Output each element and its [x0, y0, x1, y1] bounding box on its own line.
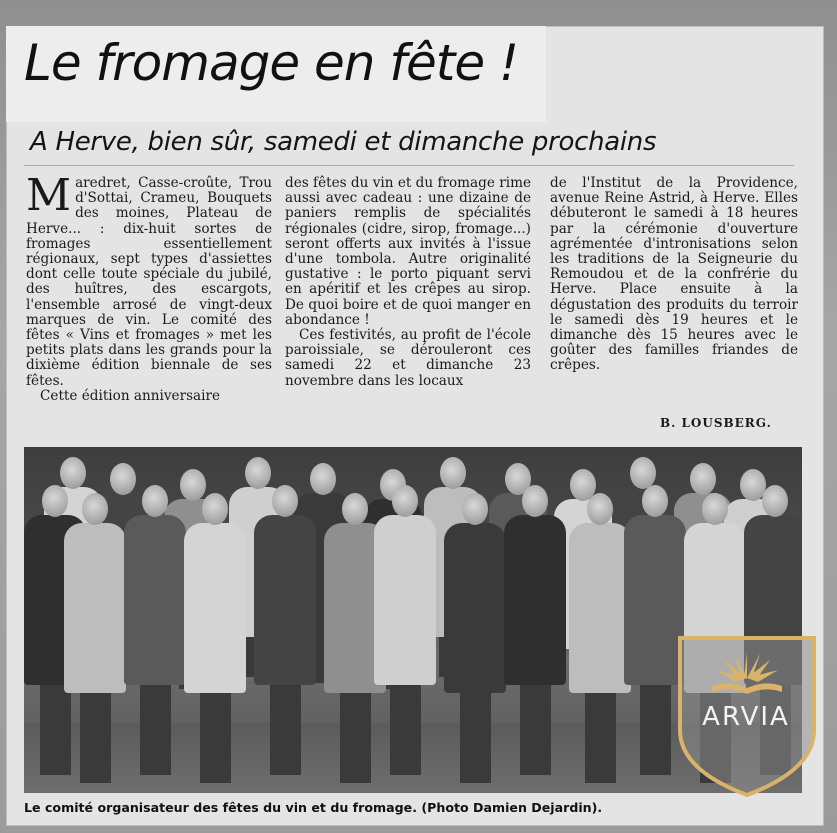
- person-figure: [374, 485, 436, 775]
- article-column-3: [550, 176, 798, 374]
- photo-caption: Le comité organisateur des fêtes du vin et du fromage. (Photo Damien Dejardin).: [24, 800, 603, 815]
- paragraph: aredret, Casse-croûte, Trou d'Sottai, Crameu, Bouquets des moines, Plateau de Herve... : dix-huit sortes de fromages essentiellement régionaux, sept types d'assiettes dont celle toute spéciale du jubilé, des huîtres, des escargots, l'ensemble arrosé de vingt-deux marques de vin. Le comité des fêtes « Vins et fromages » met les petits plats dans les grands pour la dixième édition biennale de ses fêtes.: [26, 175, 272, 389]
- drop-cap: M: [26, 170, 72, 221]
- article-column-2: [285, 176, 531, 389]
- paragraph: Ces festivités, au profit de l'école paroissiale, se dérouleront ces samedi 22 et dimanche 23 novembre dans les locaux: [285, 327, 531, 389]
- paragraph: de l'Institut de la Providence, avenue Reine Astrid, à Herve. Elles débuteront le samedi à 18 heures par la cérémonie d'ouverture agrémentée d'intronisations selon les traditions de la Seigneurie du Remoudou et de la confrérie du Herve. Place ensuite à la dégustation des produits du terroir le samedi dès 19 heures et le dimanche dès 15 heures avec le goûter des familles friandes de crêpes.: [550, 175, 798, 374]
- article-subheadline: A Herve, bien sûr, samedi et dimanche prochains: [30, 127, 657, 157]
- paragraph: Cette édition anniversaire: [40, 387, 221, 404]
- person-figure: [64, 493, 126, 783]
- person-figure: [254, 485, 316, 775]
- divider: [24, 165, 794, 166]
- article-column-1: [26, 170, 272, 404]
- person-figure: [504, 485, 566, 775]
- article-headline: Le fromage en fête !: [24, 34, 519, 92]
- person-figure: [444, 493, 506, 783]
- byline: B. LOUSBERG.: [660, 416, 772, 430]
- person-figure: [184, 493, 246, 783]
- person-figure: [124, 485, 186, 775]
- paragraph: des fêtes du vin et du fromage rime aussi avec cadeau : une dizaine de paniers remplis de spécialités régionales (cidre, sirop, fromage...) seront offerts aux invités à l'issue d'une tombola. Autre originalité gustative : le porto piquant servi en apéritif et les crêpes au sirop. De quoi boire et de quoi manger en abondance !: [285, 175, 531, 328]
- person-figure: [569, 493, 631, 783]
- watermark-name: ARVIA: [702, 702, 790, 732]
